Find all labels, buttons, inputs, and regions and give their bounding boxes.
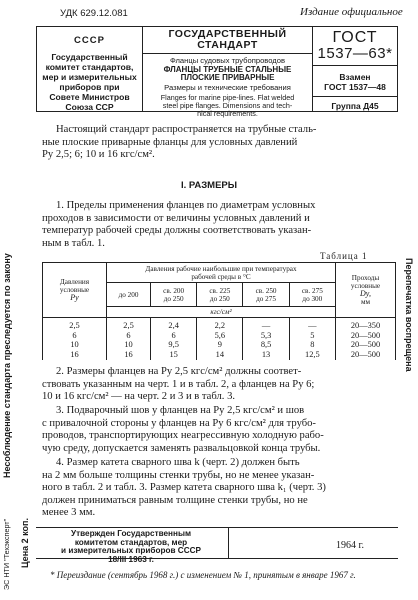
approval-divider <box>228 528 229 558</box>
text-line: ного в табл. 2 и табл. 3. Размер катета сварного шва k₁ (черт. 3) <box>42 482 326 494</box>
replace-label: Взамен <box>339 72 371 82</box>
header-temp-col <box>289 283 335 307</box>
reprint-notice: Перепечатка воспрещена <box>404 258 414 372</box>
edition-mark: Издание официальное <box>300 6 403 18</box>
text-line: Настоящий стандарт распространяется на трубные сталь- <box>56 124 317 135</box>
gost-number: 1537—63* <box>313 46 397 66</box>
standard-title: СТАНДАРТ <box>143 40 312 54</box>
header-text: Dу, <box>360 289 371 298</box>
committee-line: приборов при <box>59 82 120 92</box>
table-cell: — 5 8 12,5 <box>289 318 335 361</box>
text-line: чую среду, допускается заменять развальцовкой конца трубы. <box>42 442 321 454</box>
header-text: св. 225 <box>209 286 231 295</box>
approval-box <box>36 527 398 564</box>
text-line: проводов, транспортирующих неагрессивную холодную рабо- <box>42 430 324 442</box>
header-text: условные <box>59 286 90 294</box>
table-cell: 2,5 6 10 16 <box>43 318 107 361</box>
standard-title: ГОСУДАРСТВЕННЫЙ <box>168 28 287 40</box>
approval-text <box>36 530 226 564</box>
udk-code: УДК 629.12.081 <box>60 8 128 19</box>
text-line: 4. Размер катета сварного шва k (черт. 2) должен быть <box>56 457 300 468</box>
header-text: до 200 <box>118 290 139 299</box>
header-unit: кгс/см² <box>107 307 336 318</box>
header-temp-col <box>107 283 151 307</box>
text-line: 3. Подварочный шов у фланцев на Pу 2,5 кгс/см² и шов <box>56 405 305 416</box>
text-line: должен приниматься равным толщине стенки трубы, но не <box>42 494 308 506</box>
header-text: Давления <box>59 278 90 286</box>
committee-line: Совете Министров <box>49 92 130 102</box>
text-line: менее 3 мм. <box>42 507 96 519</box>
committee-line: комитет стандартов, <box>45 62 134 72</box>
section-title: I. РАЗМЕРЫ <box>180 180 238 191</box>
header-text: св. 250 <box>255 286 277 295</box>
english-title-line: steel pipe flanges. Dimensions and tech- <box>162 100 293 110</box>
committee-line: мер и измерительных <box>42 72 137 82</box>
approval-line: Утвержден Государственным <box>70 529 191 538</box>
group-code: Группа Д45 <box>331 101 379 111</box>
header-text: Проходы <box>351 274 380 282</box>
text-line: 1. Пределы применения фланцев по диаметрам условных <box>56 200 316 211</box>
edition-year: 1964 г. <box>336 540 364 551</box>
header-temp-col <box>243 283 289 307</box>
subtitle-line: ПЛОСКИЕ ПРИВАРНЫЕ <box>180 73 275 83</box>
header-text: Pу <box>70 293 79 302</box>
committee-line: Государственный <box>51 52 128 62</box>
paragraph-1 <box>42 200 396 250</box>
approval-line: 18/III 1963 г. <box>108 554 154 564</box>
text-line: ным в табл. 1. <box>42 237 105 249</box>
table-caption: Таблица 1 <box>320 251 368 261</box>
replace-value: ГОСТ 1537—48 <box>313 82 397 97</box>
header-text: до 300 <box>302 294 323 303</box>
text-line: ные плоские приварные фланцы для условных давлений <box>42 136 298 148</box>
text-line: 2. Размеры фланцев на Pу 2,5 кгс/см² должны соответ- <box>56 366 302 377</box>
standard-title-block <box>143 27 313 118</box>
header-text: мм <box>360 298 371 306</box>
ussr-label: СССР <box>74 35 105 46</box>
table-cell: 2,2 5,6 9 14 <box>197 318 243 361</box>
english-title-line: nical requirements. <box>197 108 258 118</box>
subtitle-line: Размеры и технические требования <box>164 83 291 93</box>
publisher-mark: ЭС НТИ "Техэксперт" <box>2 518 11 590</box>
header-text: св. 275 <box>301 286 323 295</box>
table-cell: 20—350 20—500 20—500 20—500 <box>336 318 396 361</box>
text-line: температур рабочей среды должны соответствовать указан- <box>42 225 312 237</box>
paragraph-3 <box>42 405 396 455</box>
law-notice: Несоблюдение стандарта преследуется по закону <box>2 253 12 478</box>
approval-line: и измерительных приборов СССР <box>61 546 201 556</box>
text-line: проходов в зависимости от величины условных давлений и <box>42 212 310 224</box>
intro-paragraph <box>42 124 396 162</box>
text-line: ствовать указанным на черт. 1 и в табл. 2, а фланцев на Pу 6; <box>42 378 315 390</box>
committee-line: Союза ССР <box>65 102 114 112</box>
subtitle-line: ФЛАНЦЫ ТРУБНЫЕ СТАЛЬНЫЕ <box>163 64 292 74</box>
subtitle-line: Фланцы судовых трубопроводов <box>169 56 285 65</box>
text-line: с привалочной стороны у фланцев на Pу 6 кгс/см² для трубо- <box>42 417 316 429</box>
header-frame <box>36 26 398 118</box>
header-text: условные <box>350 282 381 290</box>
table-cell: 2,4 6 9,5 15 <box>151 318 197 361</box>
approval-line: комитетом стандартов, мер <box>74 537 188 547</box>
table-1 <box>42 262 396 360</box>
table-cell: — 5,3 8,5 13 <box>243 318 289 361</box>
header-temp-col <box>197 283 243 307</box>
paragraph-2 <box>42 366 396 404</box>
header-pass <box>336 263 396 318</box>
english-title-line: Flanges for marine pipe-lines. Flat welded <box>160 92 295 102</box>
text-line: Pу 2,5; 6; 10 и 16 кгс/см². <box>42 149 155 161</box>
text-line: на 2 мм больше толщины стенки трубы, но не менее указан- <box>42 469 315 481</box>
header-pressure <box>43 263 107 318</box>
header-text: св. 200 <box>163 286 185 295</box>
paragraph-4 <box>42 457 396 520</box>
header-text: Давления рабочие наибольшие при температурах <box>145 264 297 273</box>
header-text: до 275 <box>256 294 276 303</box>
text-line: 10 и 16 кгс/см² — на черт. 2 и 3 и в табл. 3. <box>42 391 236 403</box>
committee-block <box>37 27 143 111</box>
header-text: до 250 <box>209 294 230 303</box>
header-text: рабочей среды в °C <box>191 272 251 281</box>
price-label: Цена 2 коп. <box>20 518 30 568</box>
footnote: * Переиздание (сентябрь 1968 г.) с изменением № 1, принятым в январе 1967 г. <box>50 570 356 580</box>
gost-block <box>313 27 397 111</box>
header-temperature-group <box>107 263 336 283</box>
table-cell: 2,5 6 10 16 <box>107 318 151 361</box>
gost-label: ГОСТ <box>332 29 378 46</box>
header-text: до 250 <box>163 294 184 303</box>
header-temp-col <box>151 283 197 307</box>
